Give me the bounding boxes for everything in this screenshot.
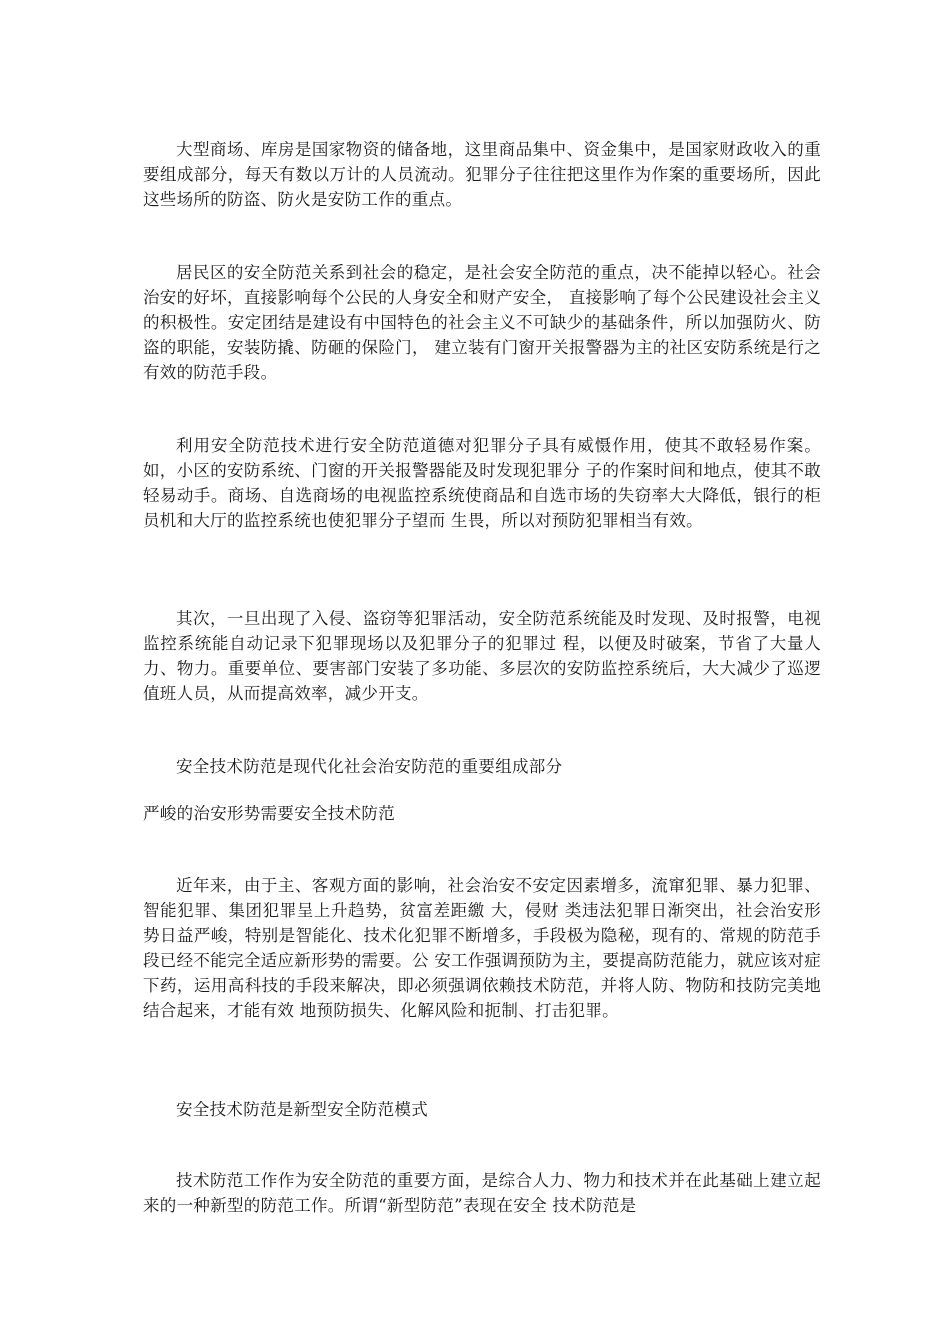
section-heading-new-security-model: 安全技术防范是新型安全防范模式 [176, 1100, 428, 1119]
paragraph-deterrence-effect: 利用安全防范技术进行安全防范道德对犯罪分子具有威慑作用，使其不敢轻易作案。如，小区的安防系统、门窗的开关报警器能及时发现犯罪分 子的作案时间和地点，使其不敢轻易动手。商场、自选商场的电视监控系统使商品和自选市场的失窃率大大降低，银行的柜员机和大厅的监控系统也使犯罪分子望而 生畏，所以对预防犯罪相当有效。 [143, 436, 821, 530]
paragraph-technical-prevention: 技术防范工作作为安全防范的重要方面，是综合人力、物力和技术并在此基础上建立起来的一种新型的防范工作。所谓“新型防范”表现在安全 技术防范是 [143, 1171, 821, 1215]
section-heading-security-situation: 严峻的治安形势需要安全技术防范 [143, 804, 395, 823]
paragraph-timely-detection: 其次，一旦出现了入侵、盗窃等犯罪活动，安全防范系统能及时发现、及时报警，电视监控系统能自动记录下犯罪现场以及犯罪分子的犯罪过 程，以便及时破案，节省了大量人力、物力。重要单位、要害部门安装了多功能、多层次的安防监控系统后，大大减少了巡逻值班人员，从而提高效率，减少开支。 [143, 609, 821, 703]
paragraph-residential-security: 居民区的安全防范关系到社会的稳定，是社会安全防范的重点，决不能掉以轻心。社会治安的好坏，直接影响每个公民的人身安全和财产安全， 直接影响了每个公民建设社会主义的积极性。安定团结是建设有中国特色的社会主义不可缺少的基础条件，所以加强防火、防盗的职能，安装防撬、防砸的保险门， 建立装有门窗开关报警器为主的社区安防系统是行之有效的防范手段。 [143, 263, 821, 382]
paragraph-crime-trends: 近年来，由于主、客观方面的影响，社会治安不安定因素增多，流窜犯罪、暴力犯罪、智能犯罪、集团犯罪呈上升趋势，贫富差距繳 大，侵财 类违法犯罪日渐突出，社会治安形势日益严峻，特别是智能化、技术化犯罪不断增多，手段极为隐秘，现有的、常规的防范手段已经不能完全适应新形势的需要。公 安工作强调预防为主，要提高防范能力，就应该对症下药，运用高科技的手段来解决，即必须强调依赖技术防范，并将人防、物防和技防完美地结合起来，才能有效 地预防损失、化解风险和扼制、打击犯罪。 [143, 876, 821, 1020]
paragraph-shopping-mall-security: 大型商场、库房是国家物资的储备地，这里商品集中、资金集中，是国家财政收入的重要组成部分，每天有数以万计的人员流动。犯罪分子往往把这里作为作案的重要场所，因此这些场所的防盗、防火是安防工作的重点。 [143, 140, 821, 209]
section-heading-modern-security: 安全技术防范是现代化社会治安防范的重要组成部分 [176, 757, 563, 776]
